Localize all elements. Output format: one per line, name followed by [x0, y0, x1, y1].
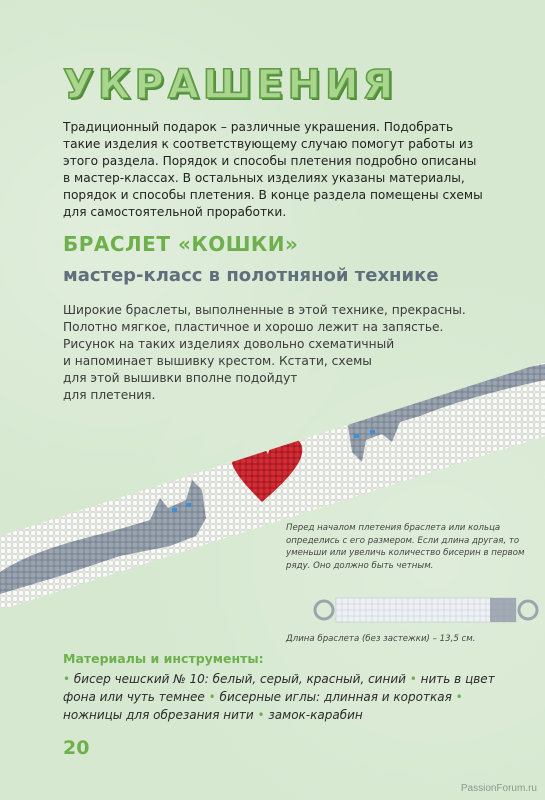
bullet-icon: •: [257, 708, 265, 722]
materials-list: [63, 670, 503, 724]
description-line: Рисунок на таких изделиях довольно схематичный: [63, 337, 395, 351]
description-line: для этой вышивки вполне подойдут: [63, 371, 298, 385]
material-item: ножницы для обрезания нити: [63, 708, 254, 722]
bullet-icon: •: [208, 690, 216, 704]
description-line: и напоминает вышивку крестом. Кстати, схемы: [63, 354, 372, 368]
material-item: нить в цвет фона или чуть темнее: [63, 672, 495, 704]
description-line: для плетения.: [63, 388, 156, 402]
item-subtitle: мастер-класс в полотняной технике: [63, 265, 439, 286]
watermark: PassionForum.ru: [460, 783, 537, 794]
bullet-icon: •: [455, 690, 463, 704]
page-number: 20: [63, 737, 90, 759]
length-note: Длина браслета (без застежки) – 13,5 см.: [286, 634, 476, 644]
material-item: бисерные иглы: длинная и короткая: [219, 690, 452, 704]
material-item: бисер чешский № 10: белый, серый, красный, синий: [73, 672, 406, 686]
materials-title: Материалы и инструменты:: [63, 651, 264, 666]
item-title: БРАСЛЕТ «КОШКИ»: [63, 232, 299, 256]
sizing-note: Перед началом плетения браслета или кольца определись с его размером. Если длина другая, то уменьши или увеличь количество бисерин в первом ряду. Оно должно быть четным.: [286, 523, 525, 571]
intro-paragraph: Традиционный подарок – различные украшения. Подобрать такие изделия к соответствующему случаю помогут работы из этого раздела. Порядок и способы плетения подробно описаны в мастер-классах. В остальных изделиях указаны материалы, порядок и способы плетения. В конце раздела помещены схемы для самостоятельной проработки.: [63, 120, 483, 219]
bullet-icon: •: [409, 672, 417, 686]
material-item: замок-карабин: [268, 708, 363, 722]
description-line: Полотно мягкое, пластичное и хорошо лежит на запястье.: [63, 320, 444, 334]
bracelet-schema-diagram: [312, 594, 540, 626]
section-title: УКРАШЕНИЯ: [63, 62, 398, 108]
description-line: Широкие браслеты, выполненные в этой технике, прекрасны.: [63, 303, 466, 317]
bullet-icon: •: [63, 672, 71, 686]
